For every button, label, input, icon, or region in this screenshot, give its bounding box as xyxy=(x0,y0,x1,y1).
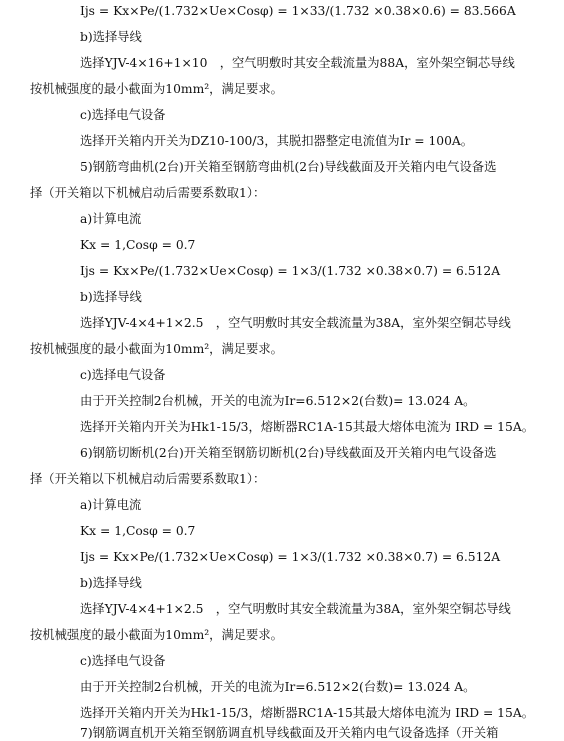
paragraph-line: 选择YJV-4×4+1×2.5 ，空气明敷时其安全载流量为38A，室外架空铜芯导线 xyxy=(80,316,511,330)
section-heading: 5)钢筋弯曲机(2台)开关箱至钢筋弯曲机(2台)导线截面及开关箱内电气设备选 xyxy=(80,160,497,174)
subheading: a)计算电流 xyxy=(80,212,142,226)
paragraph-line: 选择开关箱内开关为DZ10-100/3，其脱扣器整定电流值为Ir = 100A。 xyxy=(80,134,474,148)
formula-line: Kx = 1,Cosφ = 0.7 xyxy=(80,238,196,252)
paragraph-line: 选择YJV-4×4+1×2.5 ，空气明敷时其安全载流量为38A，室外架空铜芯导线 xyxy=(80,602,511,616)
formula-line: Ijs = Kx×Pe/(1.732×Ue×Cosφ) = 1×3/(1.732 ×0.38×0.7) = 6.512A xyxy=(80,264,501,278)
formula-line: Kx = 1,Cosφ = 0.7 xyxy=(80,524,196,538)
formula-line: Ijs = Kx×Pe/(1.732×Ue×Cosφ) = 1×3/(1.732 ×0.38×0.7) = 6.512A xyxy=(80,550,501,564)
paragraph-line: 选择开关箱内开关为Hk1-15/3，熔断器RC1A-15其最大熔体电流为 IRD = 15A。 xyxy=(80,706,535,720)
subheading: a)计算电流 xyxy=(80,498,142,512)
paragraph-line: 按机械强度的最小截面为10mm²，满足要求。 xyxy=(30,342,283,356)
paragraph-line: 按机械强度的最小截面为10mm²，满足要求。 xyxy=(30,628,283,642)
paragraph-line: 择（开关箱以下机械启动后需要系数取1）： xyxy=(30,186,266,200)
paragraph-line: 择（开关箱以下机械启动后需要系数取1）： xyxy=(30,472,266,486)
subheading: b)选择导线 xyxy=(80,290,142,304)
section-heading: 6)钢筋切断机(2台)开关箱至钢筋切断机(2台)导线截面及开关箱内电气设备选 xyxy=(80,446,497,460)
formula-line: Ijs = Kx×Pe/(1.732×Ue×Cosφ) = 1×33/(1.732 ×0.38×0.6) = 83.566A xyxy=(80,4,516,18)
subheading: b)选择导线 xyxy=(80,30,142,44)
subheading: c)选择电气设备 xyxy=(80,108,166,122)
paragraph-line: 选择YJV-4×16+1×10 ，空气明敷时其安全载流量为88A，室外架空铜芯导线 xyxy=(80,56,515,70)
paragraph-line: 按机械强度的最小截面为10mm²，满足要求。 xyxy=(30,82,283,96)
subheading: c)选择电气设备 xyxy=(80,368,166,382)
paragraph-line: 由于开关控制2台机械，开关的电流为Ir=6.512×2(台数)= 13.024 A。 xyxy=(80,680,476,694)
section-heading: 7)钢筋调直机开关箱至钢筋调直机导线截面及开关箱内电气设备选择（开关箱 xyxy=(80,726,499,740)
subheading: c)选择电气设备 xyxy=(80,654,166,668)
paragraph-line: 由于开关控制2台机械，开关的电流为Ir=6.512×2(台数)= 13.024 A。 xyxy=(80,394,476,408)
paragraph-line: 选择开关箱内开关为Hk1-15/3，熔断器RC1A-15其最大熔体电流为 IRD = 15A。 xyxy=(80,420,535,434)
subheading: b)选择导线 xyxy=(80,576,142,590)
